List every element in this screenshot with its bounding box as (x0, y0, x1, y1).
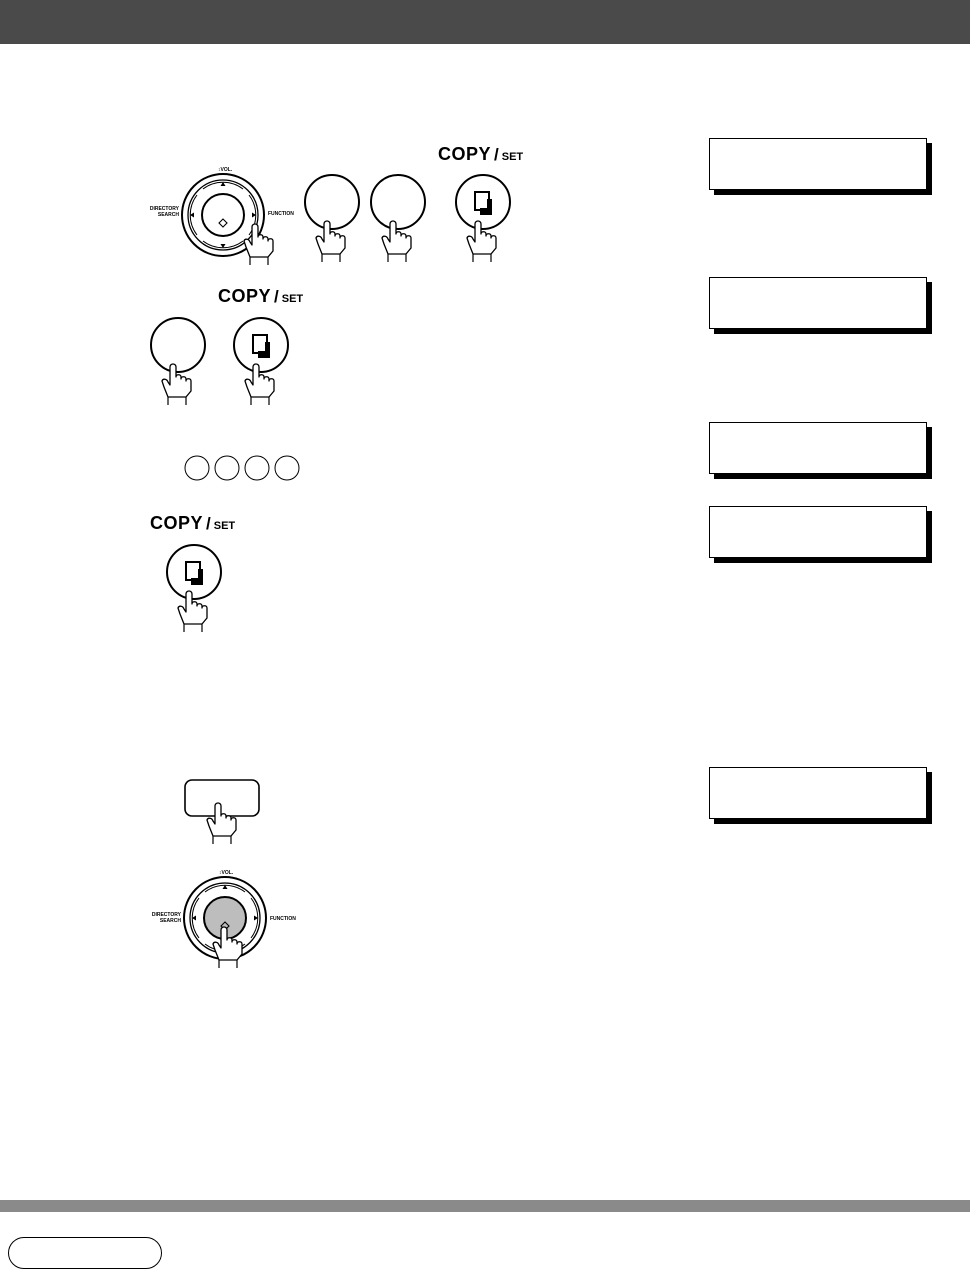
one-touch-key (185, 780, 259, 816)
copy-set-label-3: COPY / SET (150, 513, 236, 533)
directory-search-label-1: DIRECTORY SEARCH (149, 206, 179, 218)
round-key-2 (371, 175, 425, 229)
round-key-3 (151, 318, 205, 372)
vol-label-2: ↕VOL. (219, 870, 234, 876)
directory-search-label-2: DIRECTORY SEARCH (151, 912, 181, 924)
function-label-1: FUNCTION (268, 211, 294, 217)
digit-key-4 (275, 456, 299, 480)
digit-key-3 (245, 456, 269, 480)
round-key-1 (305, 175, 359, 229)
function-label-2: FUNCTION (270, 916, 296, 922)
digit-key-2 (215, 456, 239, 480)
digit-key-1 (185, 456, 209, 480)
vol-label-1: ↕VOL. (218, 167, 233, 173)
copy-set-label-2: COPY / SET (218, 286, 304, 306)
copy-set-label-1: COPY / SET (438, 144, 524, 164)
